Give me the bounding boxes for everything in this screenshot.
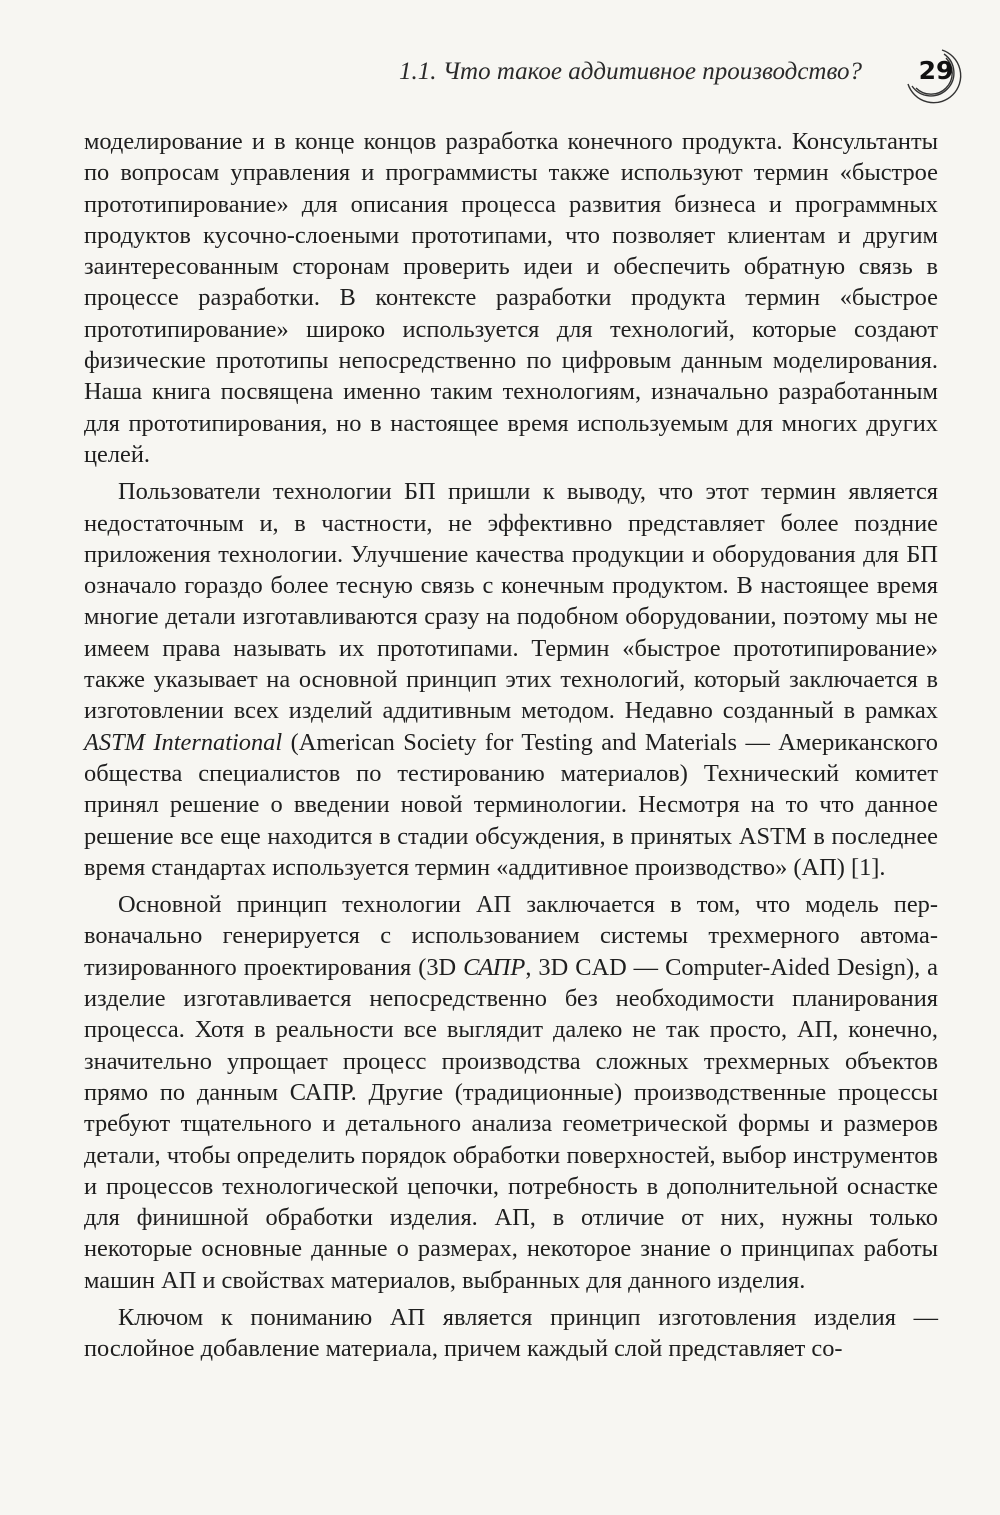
page-number: 29	[918, 56, 954, 85]
running-title: 1.1. Что такое аддитивное производство?	[399, 58, 862, 85]
paragraph-2-text-start: Пользователи технологии БП пришли к выводу, что этот термин является недостаточным и, в частности, не эффективно представляет более поздние приложения технологии. Улучшение качества продукции и оборудования для БП означало гораздо более тесную связь с конечным продуктом. В настоящее время многие детали изготавливаются сразу на подобном оборудовании, поэтому мы не имеем права называть их прототипами. Термин «быстрое прототипирование» также указывает на основной принцип этих технологий, который заключается в изготовлении всех изделий аддитивным методом. Недавно созданный в рамках	[84, 478, 938, 725]
paragraph-3-italic-term: САПР	[463, 953, 526, 981]
paragraph-3	[84, 889, 938, 1296]
paragraph-3-text-end: , 3D CAD — Computer-Aided Design), а изделие изготавливается непосредственно без необходимости планирования процесса. Хотя в реальности все выглядит далеко не так просто, АП, конечно, значительно упрощает процесс производства сложных трехмерных объектов прямо по данным САПР. Другие (традиционные) производственные процессы требуют тщательного и детального анализа геометрической формы и размеров детали, чтобы определить порядок обработки поверхностей, выбор инструментов и процессов технологической цепочки, потребность в дополнительной оснастке для финишной обработки изделия. АП, в отличие от них, нужны только некоторые основные данные о размерах, некоторое знание о принципах работы машин АП и свойствах материалов, выбранных для данного изделия.	[84, 953, 938, 1294]
paragraph-2	[84, 476, 938, 883]
body-text	[84, 126, 938, 1365]
paragraph-4-text: Ключом к пониманию АП является принцип изготовления изделия — послойное добавление материала, причем каждый слой представляет со-	[84, 1303, 938, 1363]
page-header	[0, 0, 1000, 120]
paragraph-1	[84, 126, 938, 470]
paragraph-4	[84, 1302, 938, 1365]
paragraph-2-text-end: (American Society for Testing and Materials — Американского общества специалистов по тестированию материалов) Технический комитет принял решение о введении новой терминологии. Несмотря на то что данное решение все еще находится в стадии обсуждения, в принятых ASTM в последнее время стандартах используется термин «аддитивное производство» (АП) [1].	[84, 728, 938, 881]
paragraph-2-italic-term: ASTM International	[84, 728, 283, 756]
paragraph-3-text-start: Основной принцип технологии АП заключается в том, что модель первоначально генерируется с использованием системы трехмерного автоматизированного проектирования (3D	[84, 891, 938, 981]
paragraph-1-text: моделирование и в конце концов разработка конечного продукта. Консультанты по вопросам управления и программисты также используют термин «быстрое прототипирование» для описания процесса развития бизнеса и программных продуктов кусочно-слоеными прототипами, что позволяет клиентам и другим заинтересованным сторонам проверить идеи и обеспечить обратную связь в процессе разработки. В контексте разработки продукта термин «быстрое прототипирование» широко используется для технологий, которые создают физические прототипы непосредственно по цифровым данным моделирования. Наша книга посвящена именно таким технологиям, изначально разработанным для прототипирования, но в настоящее время используемым для многих других целей.	[84, 128, 938, 468]
